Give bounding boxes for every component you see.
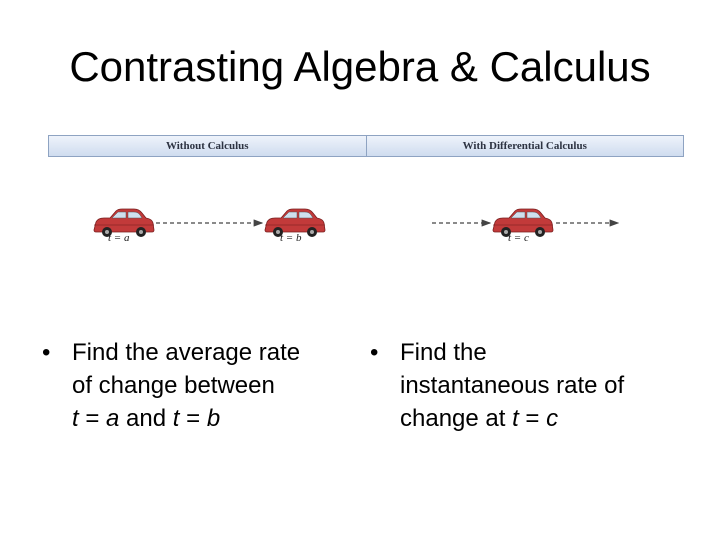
bullet-line: t = a and t = b bbox=[72, 405, 221, 432]
label-t-equals-a: t = a bbox=[108, 232, 130, 244]
comparison-table-header bbox=[48, 135, 684, 157]
header-without-calculus: Without Calculus bbox=[165, 140, 249, 152]
motion-illustration bbox=[0, 195, 720, 255]
bullet-list-right bbox=[370, 336, 700, 435]
bullet-average-rate bbox=[42, 336, 362, 435]
bullet-line: instantaneous rate of bbox=[400, 372, 625, 399]
slide-title: Contrasting Algebra & Calculus bbox=[69, 43, 651, 90]
label-t-equals-c: t = c bbox=[508, 232, 529, 244]
header-with-differential-calculus: With Differential Calculus bbox=[366, 136, 684, 156]
label-t-equals-b: t = b bbox=[280, 232, 302, 244]
bullet-dot: • bbox=[370, 339, 379, 366]
bullet-dot: • bbox=[42, 339, 51, 366]
bullet-line: Find the average rate bbox=[72, 339, 301, 366]
bullet-instantaneous-rate bbox=[370, 336, 700, 435]
bullet-list-left bbox=[42, 336, 362, 435]
bullet-line: Find the bbox=[400, 339, 487, 366]
bullet-line: of change between bbox=[72, 372, 275, 399]
bullet-line: change at t = c bbox=[400, 405, 559, 432]
